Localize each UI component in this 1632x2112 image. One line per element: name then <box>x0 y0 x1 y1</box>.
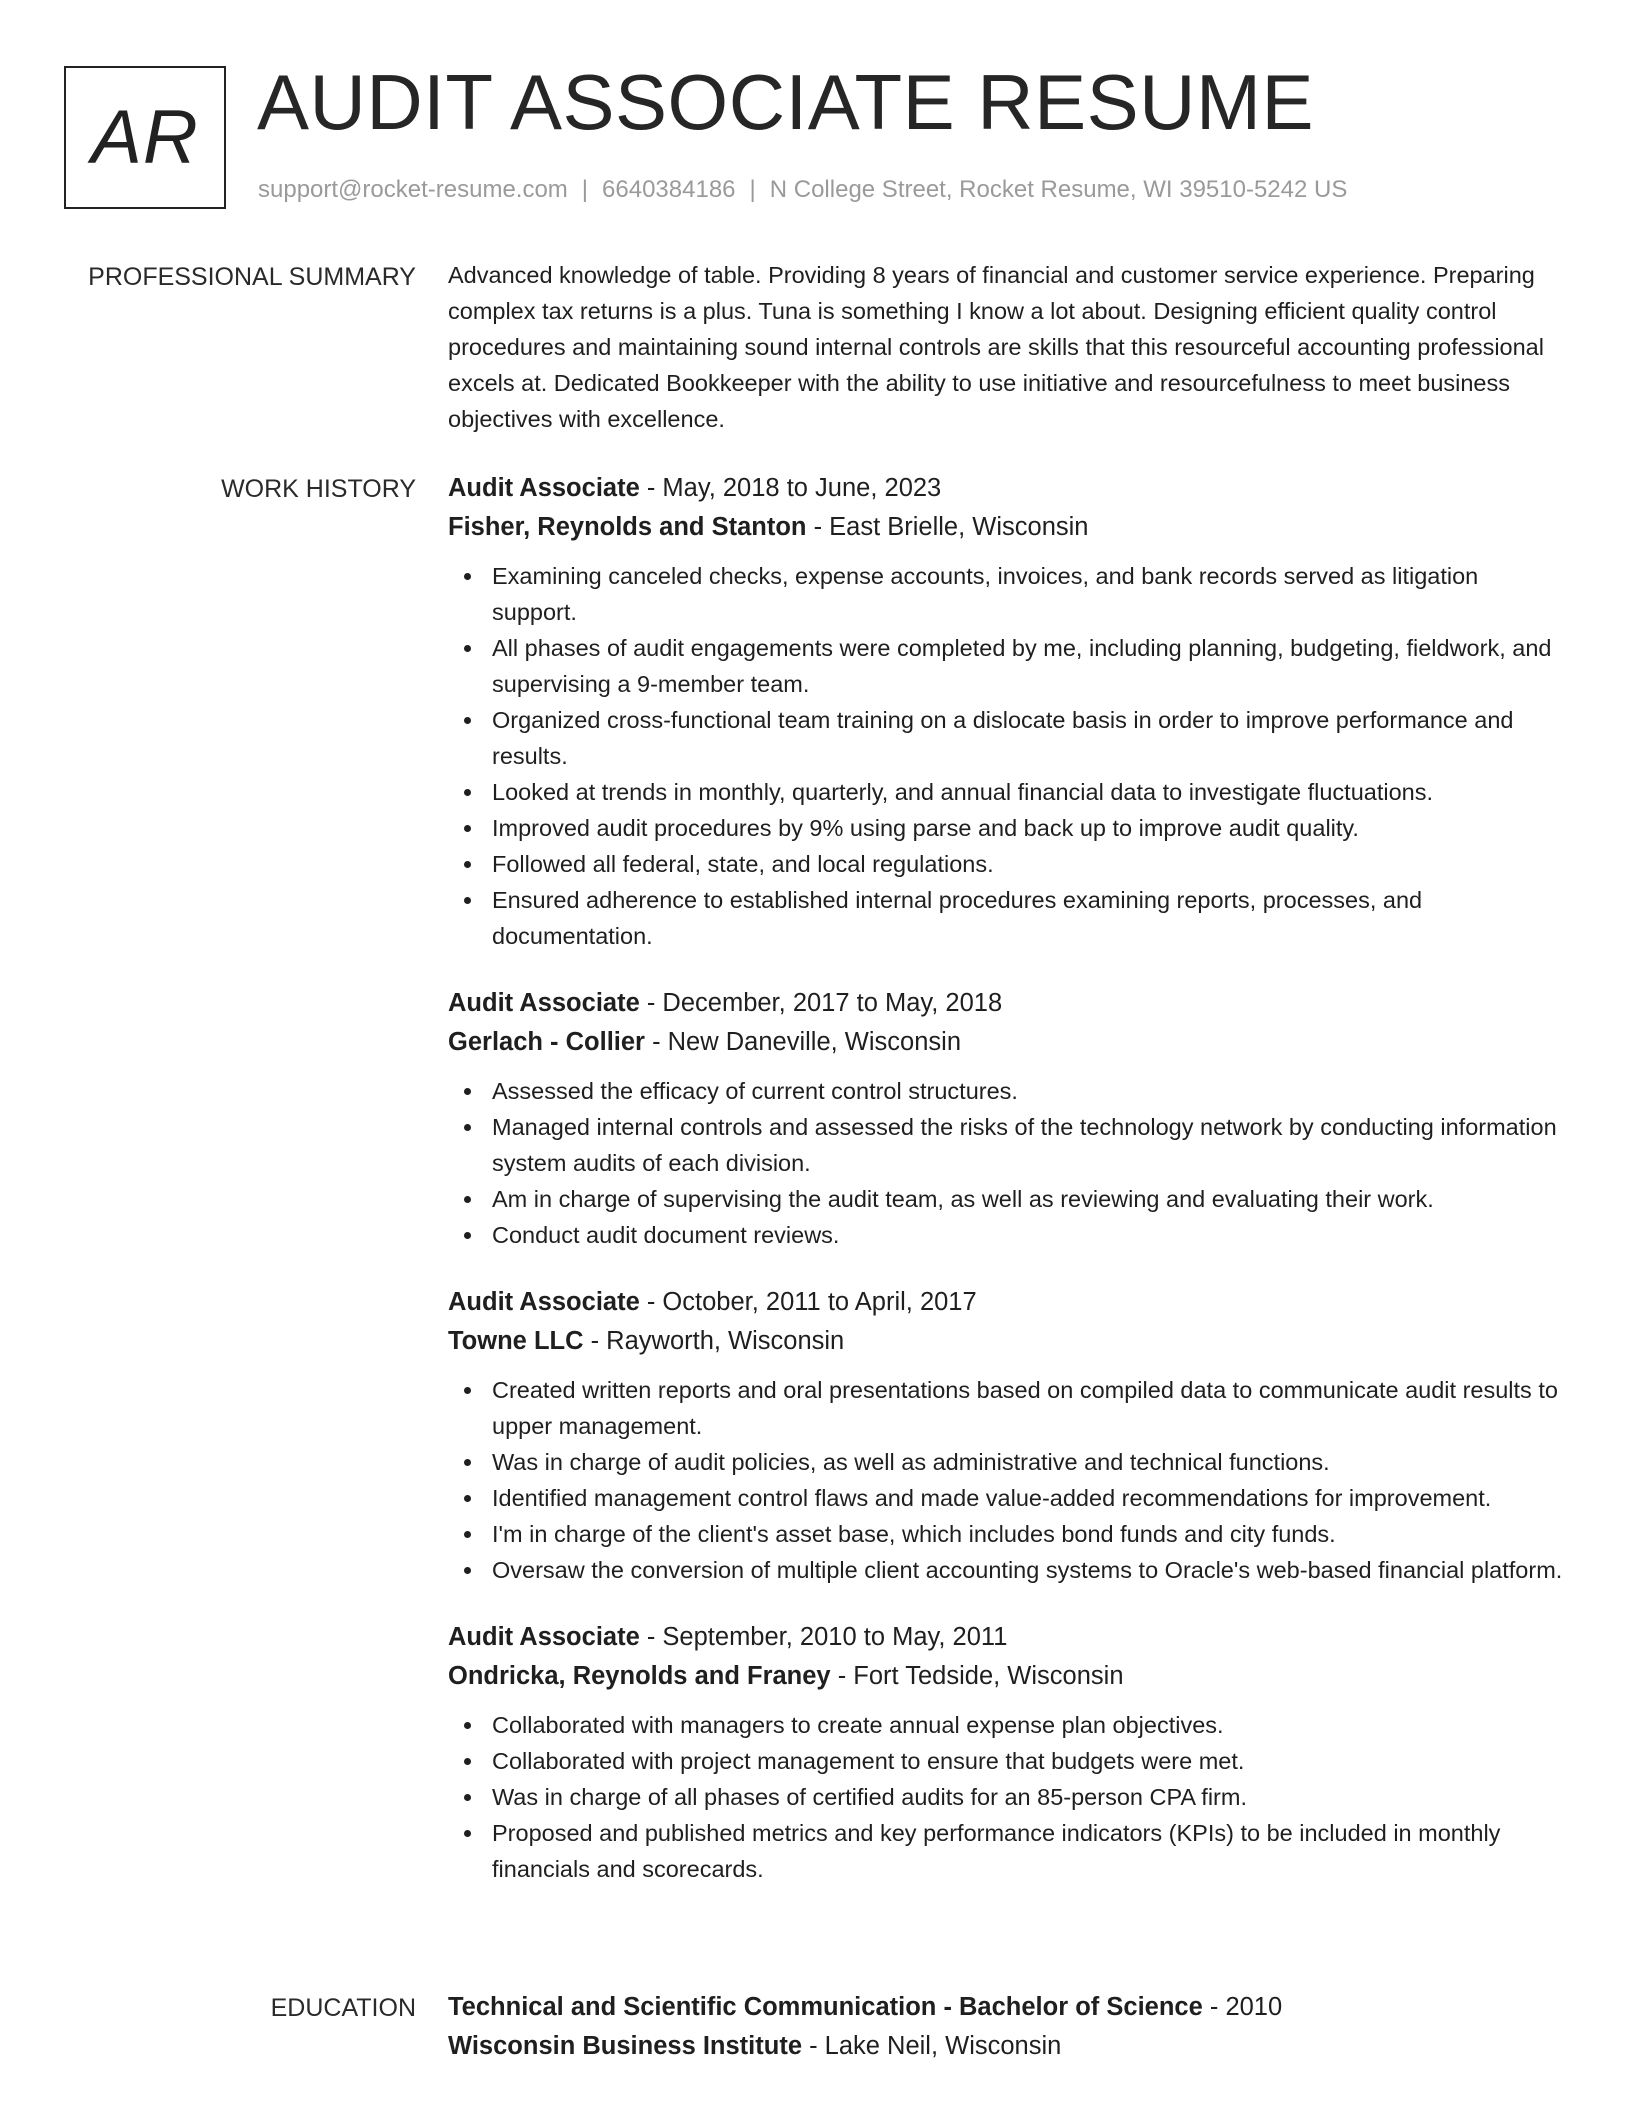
list-item: Managed internal controls and assessed the risks of the technology network by conducting information system audits of each division. <box>448 1109 1566 1181</box>
initials-monogram <box>64 66 226 209</box>
job-location: - Fort Tedside, Wisconsin <box>830 1662 1124 1690</box>
education-year: - 2010 <box>1202 1993 1283 2021</box>
job-title-line <box>448 1283 1566 1322</box>
job-title-line <box>448 469 1566 508</box>
job-title: Audit Associate <box>448 474 640 502</box>
list-item: Assessed the efficacy of current control structures. <box>448 1073 1566 1109</box>
job-company: Towne LLC <box>448 1327 584 1355</box>
job-dates: - December, 2017 to May, 2018 <box>639 989 1003 1017</box>
job-location: - East Brielle, Wisconsin <box>806 513 1089 541</box>
job-dates: - October, 2011 to April, 2017 <box>639 1288 977 1316</box>
job-company: Ondricka, Reynolds and Franey <box>448 1662 831 1690</box>
job-title: Audit Associate <box>448 1623 640 1651</box>
job-title: Audit Associate <box>448 1288 640 1316</box>
list-item: Looked at trends in monthly, quarterly, and annual financial data to investigate fluctuations. <box>448 774 1566 810</box>
job-bullets <box>448 1073 1566 1253</box>
job-title-line <box>448 1618 1566 1657</box>
job-bullets <box>448 558 1566 954</box>
list-item: Improved audit procedures by 9% using parse and back up to improve audit quality. <box>448 810 1566 846</box>
section-heading-education: EDUCATION <box>270 1994 416 2022</box>
contact-phone[interactable]: 6640384186 <box>602 176 736 203</box>
job-bullets <box>448 1372 1566 1588</box>
job-location: - Rayworth, Wisconsin <box>583 1327 845 1355</box>
list-item: All phases of audit engagements were completed by me, including planning, budgeting, fieldwork, and supervising a 9-member team. <box>448 630 1566 702</box>
list-item: Collaborated with managers to create annual expense plan objectives. <box>448 1707 1566 1743</box>
education-list <box>448 1988 1566 2066</box>
job-company-line <box>448 508 1566 547</box>
job-bullets <box>448 1707 1566 1887</box>
job-dates: - September, 2010 to May, 2011 <box>639 1623 1008 1651</box>
job-entry <box>448 469 1566 954</box>
job-company-line <box>448 1023 1566 1062</box>
list-item: Created written reports and oral presentations based on compiled data to communicate audit results to upper management. <box>448 1372 1566 1444</box>
contact-address: N College Street, Rocket Resume, WI 39510-5242 US <box>769 176 1348 203</box>
job-entry <box>448 984 1566 1253</box>
education-degree-line <box>448 1988 1566 2027</box>
list-item: Identified management control flaws and made value-added recommendations for improvement. <box>448 1480 1566 1516</box>
section-heading-summary: PROFESSIONAL SUMMARY <box>88 263 416 291</box>
contact-separator: | <box>749 176 756 203</box>
list-item: Was in charge of audit policies, as well as administrative and technical functions. <box>448 1444 1566 1480</box>
education-location: - Lake Neil, Wisconsin <box>802 2032 1062 2060</box>
section-heading-work-history: WORK HISTORY <box>221 475 416 503</box>
list-item: I'm in charge of the client's asset base, which includes bond funds and city funds. <box>448 1516 1566 1552</box>
job-company-line <box>448 1657 1566 1696</box>
job-title: Audit Associate <box>448 989 640 1017</box>
summary-text: Advanced knowledge of table. Providing 8 years of financial and customer service experience. Preparing complex tax returns is a plus. Tuna is something I know a lot about. Designing efficient quality control procedures and maintaining sound internal controls are skills that this resourceful accounting professional excels at. Dedicated Bookkeeper with the ability to use initiative and resourcefulness to meet business objectives with excellence. <box>448 262 1544 432</box>
education-school: Wisconsin Business Institute <box>448 2032 802 2060</box>
contact-line <box>258 175 1347 205</box>
education-degree: Technical and Scientific Communication - Bachelor of Science <box>448 1993 1203 2021</box>
list-item: Conduct audit document reviews. <box>448 1217 1566 1253</box>
contact-separator: | <box>581 176 589 203</box>
list-item: Collaborated with project management to ensure that budgets were met. <box>448 1743 1566 1779</box>
list-item: Proposed and published metrics and key performance indicators (KPIs) to be included in monthly financials and scorecards. <box>448 1815 1566 1887</box>
list-item: Was in charge of all phases of certified audits for an 85-person CPA firm. <box>448 1779 1566 1815</box>
contact-email[interactable]: support@rocket-resume.com <box>258 176 568 203</box>
list-item: Examining canceled checks, expense accounts, invoices, and bank records served as litigation support. <box>448 558 1566 630</box>
job-title-line <box>448 984 1566 1023</box>
job-company: Gerlach - Collier <box>448 1028 645 1056</box>
job-company: Fisher, Reynolds and Stanton <box>448 513 807 541</box>
resume-title: AUDIT ASSOCIATE RESUME <box>257 58 1314 146</box>
job-dates: - May, 2018 to June, 2023 <box>639 474 942 502</box>
list-item: Oversaw the conversion of multiple client accounting systems to Oracle's web-based financial platform. <box>448 1552 1566 1588</box>
list-item: Organized cross-functional team training on a dislocate basis in order to improve performance and results. <box>448 702 1566 774</box>
list-item: Followed all federal, state, and local regulations. <box>448 846 1566 882</box>
initials-text: AR <box>91 95 199 180</box>
job-location: - New Daneville, Wisconsin <box>644 1028 961 1056</box>
job-entry <box>448 1283 1566 1588</box>
education-school-line <box>448 2027 1566 2066</box>
list-item: Ensured adherence to established internal procedures examining reports, processes, and documentation. <box>448 882 1566 954</box>
jobs-list <box>448 469 1566 1917</box>
job-entry <box>448 1618 1566 1887</box>
job-company-line <box>448 1322 1566 1361</box>
list-item: Am in charge of supervising the audit team, as well as reviewing and evaluating their work. <box>448 1181 1566 1217</box>
